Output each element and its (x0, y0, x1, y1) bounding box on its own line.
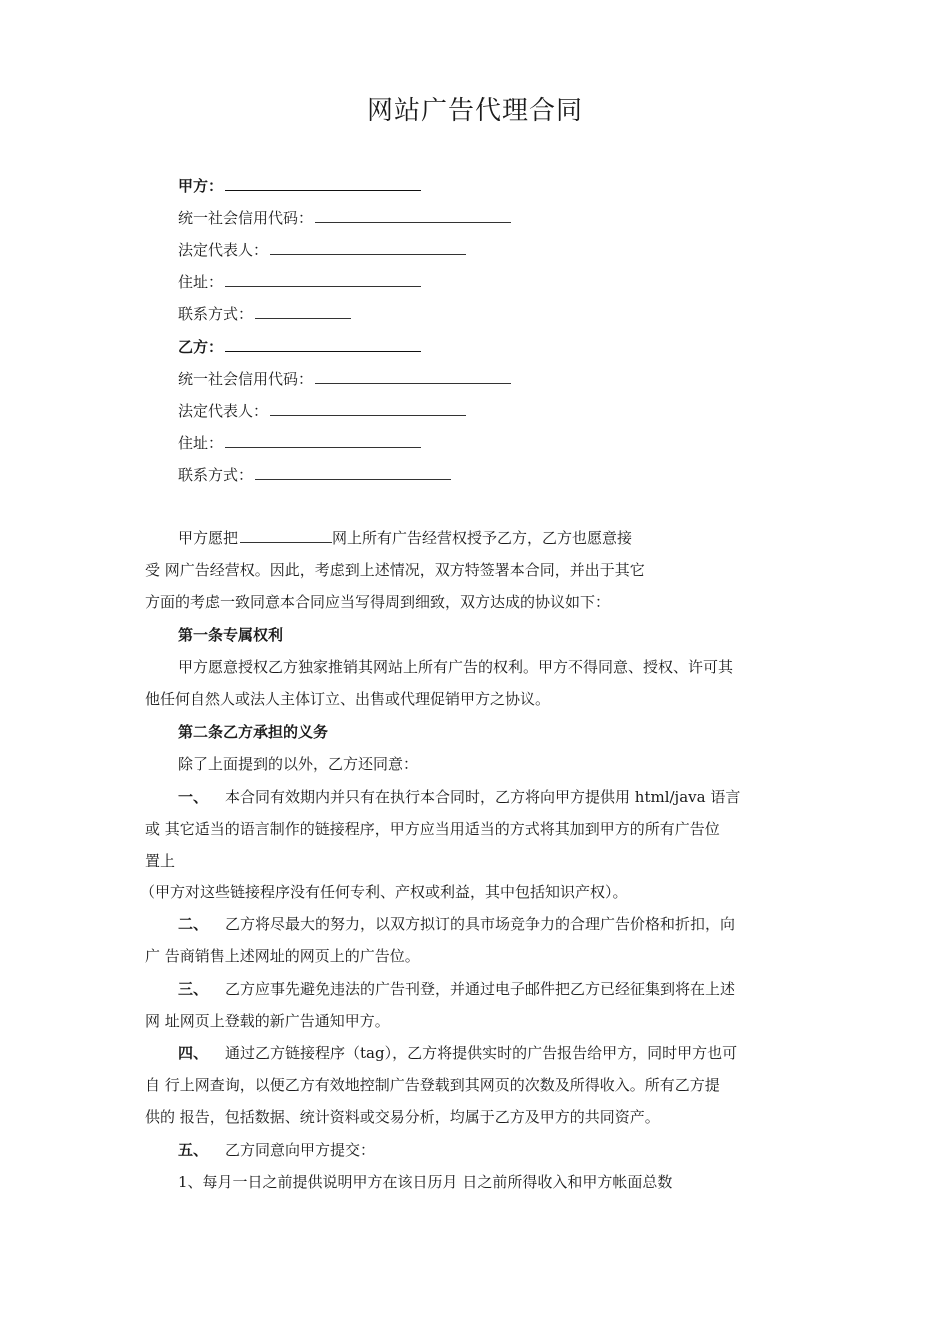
party-b-credit-code-row (178, 369, 511, 389)
item-4-text-1: 通过乙方链接程序（tag），乙方将提供实时的广告报告给甲方，同时甲方也可 (225, 1044, 738, 1062)
item-3-line-2: 网 址网页上登载的新广告通知甲方。 (145, 1012, 390, 1030)
party-b-address-label: 住址： (178, 434, 224, 452)
party-b-label: 乙方： (178, 338, 224, 356)
preamble-line-1-end: 网上所有广告经营权授予乙方，乙方也愿意接 (332, 529, 633, 547)
party-a-credit-code-blank[interactable] (315, 208, 511, 223)
item-1-line-2: 或 其它适当的语言制作的链接程序，甲方应当用适当的方式将其加到甲方的所有广告位 (145, 820, 720, 838)
party-a-legal-rep-label: 法定代表人： (178, 241, 269, 259)
document-title: 网站广告代理合同 (366, 96, 583, 126)
party-b-name-blank[interactable] (225, 337, 421, 352)
preamble-line-1 (178, 528, 632, 548)
item-5-sub-1: 1、每月一日之前提供说明甲方在该日历月 日之前所得收入和甲方帐面总数 (178, 1173, 673, 1191)
party-b-address-row (178, 433, 421, 453)
party-b-legal-rep-label: 法定代表人： (178, 402, 269, 420)
party-b-contact-blank[interactable] (255, 465, 451, 480)
party-a-address-label: 住址： (178, 273, 224, 291)
article-2-heading: 第二条乙方承担的义务 (178, 723, 329, 741)
item-2-line-2: 广 告商销售上述网址的网页上的广告位。 (145, 947, 420, 965)
item-1-line-1 (178, 787, 740, 807)
website-name-blank[interactable] (240, 528, 332, 543)
article-2-intro: 除了上面提到的以外，乙方还同意： (178, 755, 419, 773)
item-4-number: 四、 (178, 1044, 209, 1062)
item-2-line-1 (178, 914, 735, 934)
party-a-address-row (178, 272, 421, 292)
item-4-line-2: 自 行上网查询，以便乙方有效地控制广告登载到其网页的次数及所得收入。所有乙方提 (145, 1076, 720, 1094)
party-a-address-blank[interactable] (225, 272, 421, 287)
party-b-legal-rep-blank[interactable] (270, 401, 466, 416)
article-1-para-line-2: 他任何自然人或法人主体订立、出售或代理促销甲方之协议。 (145, 690, 551, 708)
party-b-credit-code-blank[interactable] (315, 369, 511, 384)
party-b-address-blank[interactable] (225, 433, 421, 448)
preamble-line-1-start: 甲方愿把 (178, 529, 239, 547)
party-a-label: 甲方： (178, 177, 224, 195)
article-1-para-line-1: 甲方愿意授权乙方独家推销其网站上所有广告的权利。甲方不得同意、授权、许可其 (178, 658, 734, 676)
party-b-legal-rep-row (178, 401, 466, 421)
item-4-line-1 (178, 1043, 737, 1063)
preamble-line-3: 方面的考虑一致同意本合同应当写得周到细致，双方达成的协议如下： (145, 593, 611, 611)
item-1-text-1: 本合同有效期内并只有在执行本合同时，乙方将向甲方提供用 html/java 语言 (225, 788, 741, 806)
item-3-text-1: 乙方应事先避免违法的广告刊登，并通过电子邮件把乙方已经征集到将在上述 (225, 980, 736, 998)
party-a-contact-row (178, 304, 351, 324)
party-b-credit-code-label: 统一社会信用代码： (178, 370, 314, 388)
item-1-line-4: （甲方对这些链接程序没有任何专利、产权或利益，其中包括知识产权）。 (140, 883, 628, 901)
item-4-line-3: 供的 报告，包括数据、统计资料或交易分析，均属于乙方及甲方的共同资产。 (145, 1108, 660, 1126)
party-a-name-blank[interactable] (225, 176, 421, 191)
article-1-heading: 第一条专属权利 (178, 626, 284, 644)
item-3-number: 三、 (178, 980, 209, 998)
party-b-contact-label: 联系方式： (178, 466, 254, 484)
item-3-line-1 (178, 979, 735, 999)
item-2-text-1: 乙方将尽最大的努力，以双方拟订的具市场竞争力的合理广告价格和折扣，向 (225, 915, 736, 933)
party-a-contact-blank[interactable] (255, 304, 351, 319)
party-a-legal-rep-blank[interactable] (270, 240, 466, 255)
item-5-line-1 (178, 1140, 375, 1160)
party-a-legal-rep-row (178, 240, 466, 260)
party-a-credit-code-label: 统一社会信用代码： (178, 209, 314, 227)
item-1-number: 一、 (178, 788, 209, 806)
preamble-line-2: 受 网广告经营权。因此，考虑到上述情况，双方特签署本合同，并出于其它 (145, 561, 645, 579)
item-2-number: 二、 (178, 915, 209, 933)
item-5-number: 五、 (178, 1141, 209, 1159)
party-b-row (178, 337, 421, 357)
party-a-contact-label: 联系方式： (178, 305, 254, 323)
item-5-text-1: 乙方同意向甲方提交： (225, 1141, 376, 1159)
party-a-credit-code-row (178, 208, 511, 228)
party-a-row (178, 176, 421, 196)
item-1-line-3: 置上 (145, 852, 176, 870)
party-b-contact-row (178, 465, 451, 485)
